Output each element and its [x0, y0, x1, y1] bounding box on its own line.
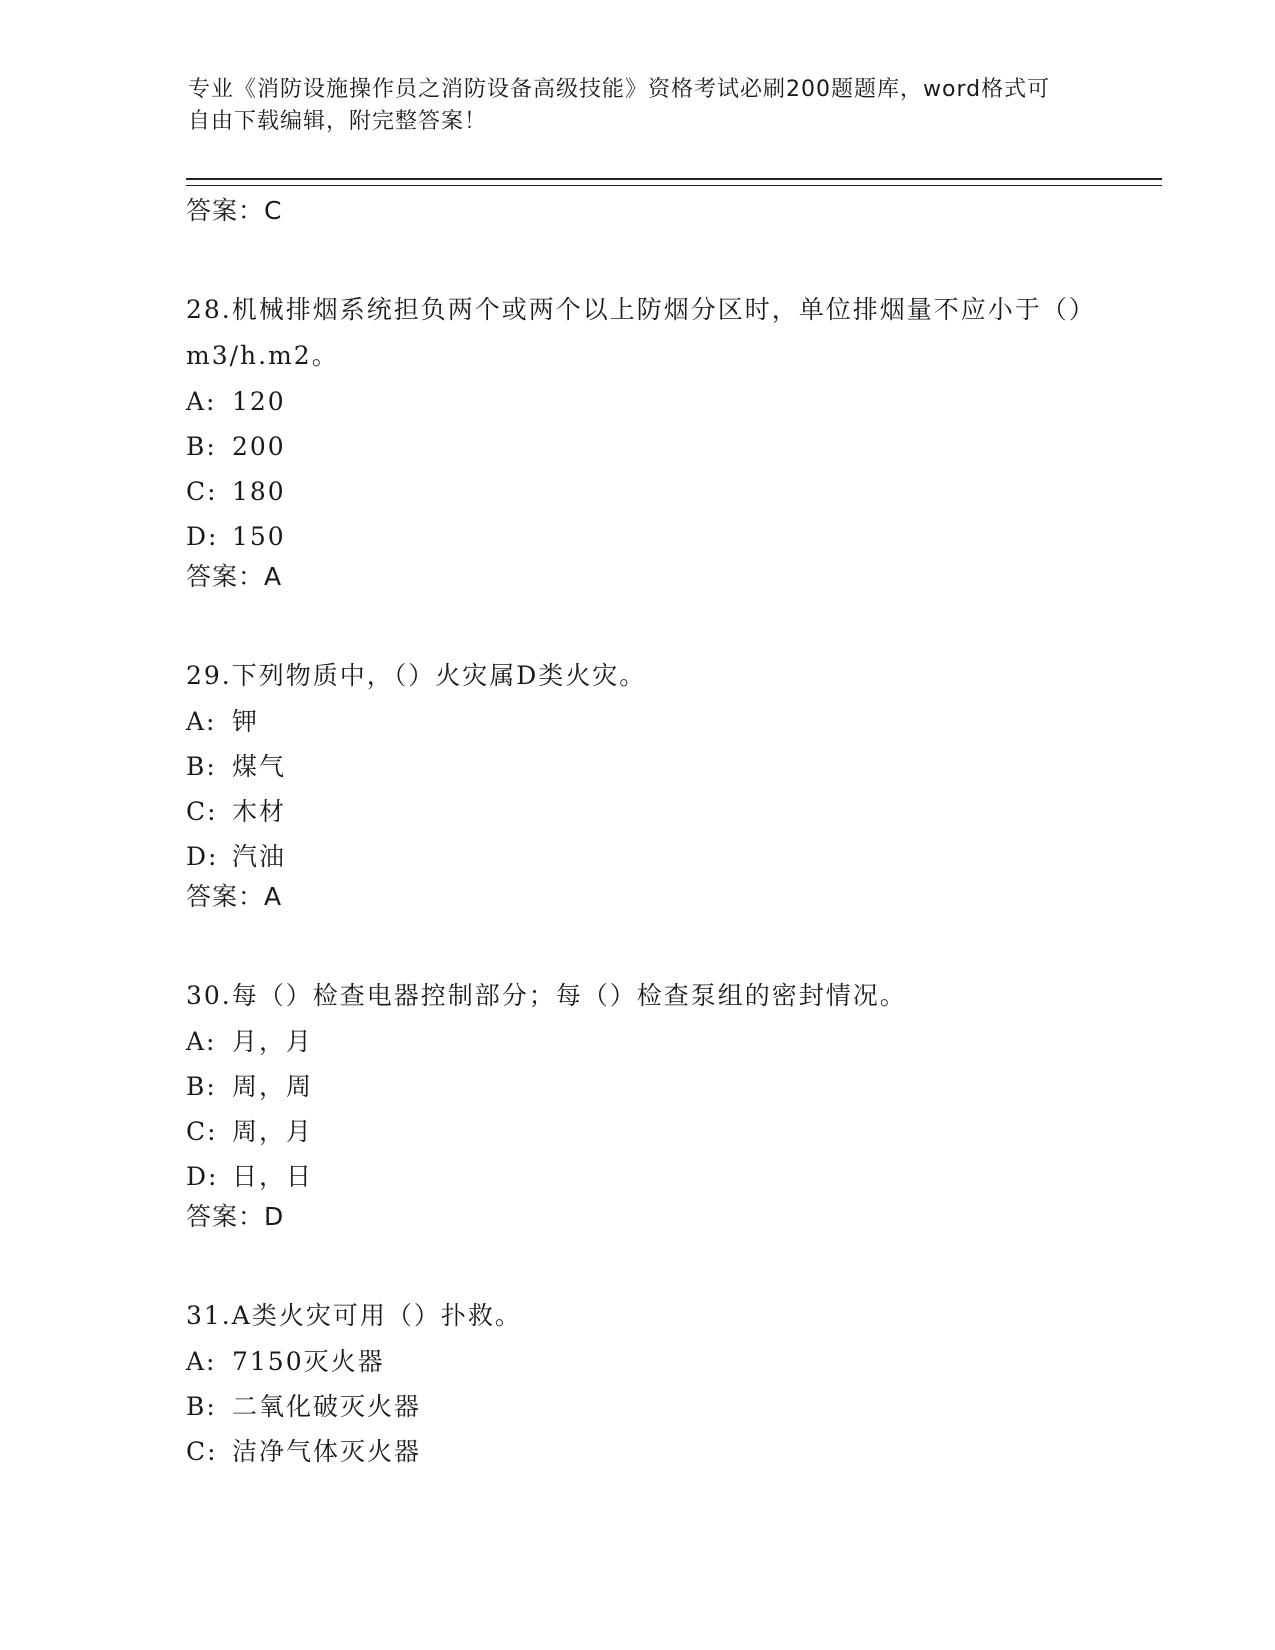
option-text: 月，月 — [232, 1027, 314, 1056]
option-letter: B: — [186, 1072, 217, 1101]
answer-line: 答案：A — [186, 882, 283, 911]
page-header: 专业《消防设施操作员之消防设备高级技能》资格考试必刷200题题库，word格式可自由下载编辑，附完整答案！ — [188, 77, 1051, 134]
option-letter: C: — [186, 797, 218, 826]
option-d — [186, 834, 1126, 879]
question-stem: 31.A类火灾可用（）扑救。 — [186, 1301, 522, 1330]
option-b — [186, 1064, 1126, 1109]
option-text: 7150灭火器 — [232, 1347, 385, 1376]
question-30 — [186, 973, 1126, 1245]
option-text: 二氧化破灭火器 — [232, 1392, 422, 1421]
option-letter: D: — [186, 522, 219, 551]
option-letter: C: — [186, 1437, 218, 1466]
option-a — [186, 379, 1126, 424]
option-text: 周，周 — [232, 1072, 314, 1101]
option-text: 木材 — [232, 797, 287, 826]
option-letter: C: — [186, 1117, 218, 1146]
option-letter: D: — [186, 842, 219, 871]
option-letter: B: — [186, 752, 217, 781]
option-b — [186, 424, 1126, 469]
option-letter: A: — [186, 1347, 217, 1376]
option-letter: C: — [186, 477, 218, 506]
option-b — [186, 1384, 1126, 1429]
option-letter: B: — [186, 1392, 217, 1421]
option-a — [186, 1019, 1126, 1064]
option-text: 120 — [232, 387, 286, 416]
option-letter: A: — [186, 387, 217, 416]
option-text: 汽油 — [232, 842, 287, 871]
option-letter: A: — [186, 707, 217, 736]
question-list — [186, 193, 1126, 1474]
question-29 — [186, 653, 1126, 925]
option-text: 150 — [232, 522, 286, 551]
answer-line: 答案：A — [186, 562, 283, 591]
option-text: 180 — [232, 477, 286, 506]
option-d — [186, 514, 1126, 559]
option-text: 煤气 — [232, 752, 287, 781]
question-31 — [186, 1293, 1126, 1474]
option-b — [186, 744, 1126, 789]
option-c — [186, 789, 1126, 834]
option-letter: A: — [186, 1027, 217, 1056]
option-a — [186, 1339, 1126, 1384]
answer-line: 答案：D — [186, 1202, 285, 1231]
option-d — [186, 1154, 1126, 1199]
option-text: 钾 — [232, 707, 260, 736]
answer-line: 答案：C — [186, 196, 283, 225]
option-text: 周，月 — [232, 1117, 314, 1146]
option-text: 洁净气体灭火器 — [232, 1437, 422, 1466]
question-28 — [186, 287, 1126, 605]
option-text: 日，日 — [232, 1162, 314, 1191]
option-text: 200 — [232, 432, 286, 461]
question-stem: 30.每（）检查电器控制部分；每（）检查泵组的密封情况。 — [186, 981, 907, 1010]
question-stem: 28.机械排烟系统担负两个或两个以上防烟分区时，单位排烟量不应小于（）m3/h.m2。 — [186, 295, 1096, 370]
header-divider — [186, 178, 1162, 186]
option-letter: D: — [186, 1162, 219, 1191]
option-c — [186, 469, 1126, 514]
question-stem: 29.下列物质中，（）火灾属D类火灾。 — [186, 661, 647, 690]
option-a — [186, 699, 1126, 744]
option-c — [186, 1429, 1126, 1474]
option-c — [186, 1109, 1126, 1154]
option-letter: B: — [186, 432, 217, 461]
